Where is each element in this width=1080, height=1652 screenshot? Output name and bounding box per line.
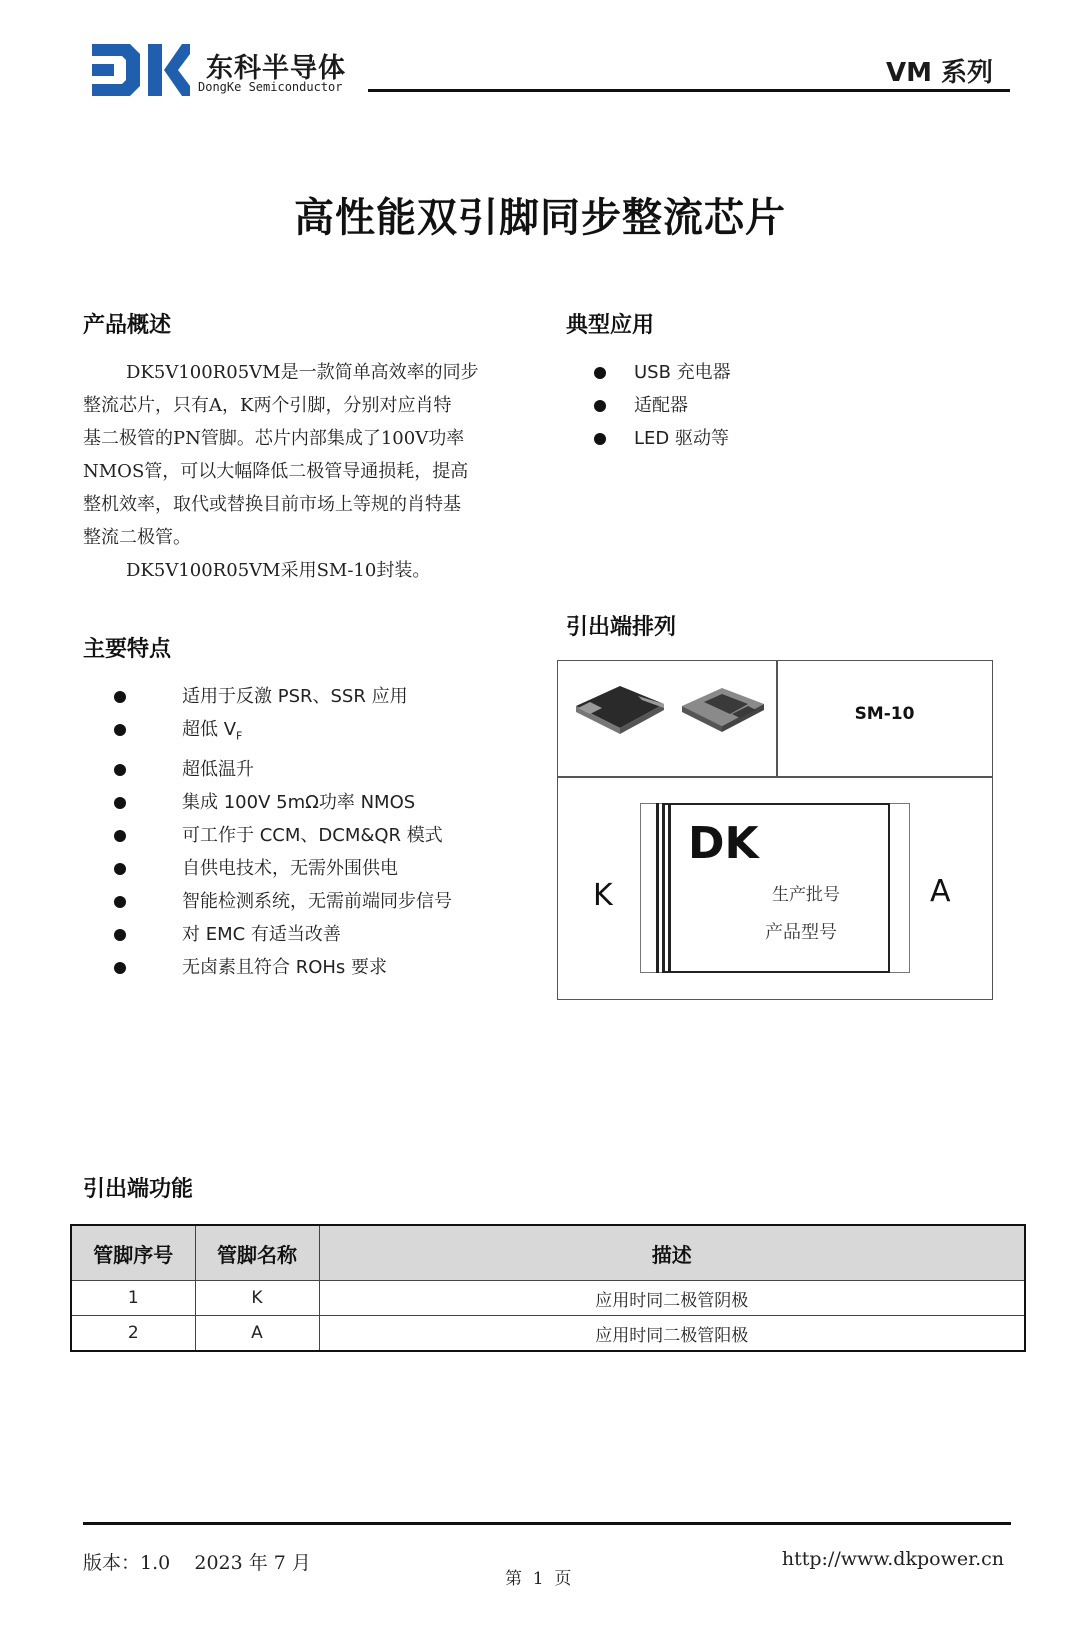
table-cell: A (195, 1316, 319, 1352)
pinout-divider-horizontal (557, 776, 993, 778)
overview-heading: 产品概述 (83, 313, 172, 338)
table-cell: 应用时同二极管阴极 (319, 1281, 1025, 1316)
feature-item: 适用于反激 PSR、SSR 应用 (114, 680, 452, 713)
application-item: USB 充电器 (594, 356, 731, 389)
package-photo (572, 672, 768, 748)
package-name: SM-10 (854, 704, 915, 724)
overview-line: 整流芯片，只有A，K两个引脚，分别对应肖特 (83, 395, 452, 416)
table-row (71, 1281, 1025, 1316)
overview-line: DK5V100R05VM是一款简单高效率的同步 (126, 362, 479, 383)
table-cell: 2 (71, 1316, 195, 1352)
features-heading: 主要特点 (83, 637, 172, 662)
cathode-band (656, 803, 659, 973)
table-cell: 1 (71, 1281, 195, 1316)
table-cell: 应用时同二极管阳极 (319, 1316, 1025, 1352)
cathode-band (668, 803, 671, 973)
pinout-heading: 引出端排列 (566, 615, 677, 640)
chip-model-label: 产品型号 (765, 922, 837, 943)
application-item: 适配器 (594, 389, 731, 422)
feature-item (114, 713, 452, 753)
pin-functions-heading: 引出端功能 (83, 1177, 194, 1202)
features-list (114, 680, 452, 984)
dk-logo-mark (92, 44, 190, 96)
overview-package-line: DK5V100R05VM采用SM-10封装。 (126, 560, 431, 581)
overview-paragraph (83, 356, 533, 587)
footer-page-number: 第 1 页 (505, 1569, 572, 1589)
package-photo-top (576, 686, 664, 734)
column-header: 描述 (319, 1225, 1025, 1281)
feature-item: 集成 100V 5mΩ功率 NMOS (114, 786, 452, 819)
feature-item: 无卤素且符合 ROHs 要求 (114, 951, 452, 984)
column-header: 管脚名称 (195, 1225, 319, 1281)
footer-url[interactable]: http://www.dkpower.cn (781, 1548, 1004, 1570)
application-item: LED 驱动等 (594, 422, 731, 455)
overview-line: 整流二极管。 (83, 527, 191, 548)
vf-subscript: F (236, 729, 243, 743)
company-name-en: DongKe Semiconductor (198, 80, 343, 94)
pin-label-a: A (930, 874, 951, 909)
overview-line: NMOS管，可以大幅降低二极管导通损耗，提高 (83, 461, 469, 482)
footer-rule (83, 1522, 1011, 1525)
header-rule (368, 89, 1010, 92)
feature-item: 可工作于 CCM、DCM&QR 模式 (114, 819, 452, 852)
chip-marking: DK (688, 818, 759, 869)
feature-item: 智能检测系统，无需前端同步信号 (114, 885, 452, 918)
cathode-band (662, 803, 665, 973)
applications-heading: 典型应用 (566, 313, 655, 338)
table-cell: K (195, 1281, 319, 1316)
feature-item: 对 EMC 有适当改善 (114, 918, 452, 951)
overview-line: 基二极管的PN管脚。芯片内部集成了100V功率 (83, 428, 465, 449)
footer-version: 版本：1.0 2023 年 7 月 (83, 1552, 311, 1574)
pin-functions-table (70, 1224, 1026, 1352)
pin-label-k: K (593, 878, 613, 913)
table-header-row (71, 1225, 1025, 1281)
company-name-cn: 东科半导体 (206, 53, 346, 84)
column-header: 管脚序号 (71, 1225, 195, 1281)
document-title: 高性能双引脚同步整流芯片 (294, 195, 786, 241)
feature-vf-text: 超低 V (182, 719, 237, 740)
feature-item: 超低温升 (114, 753, 452, 786)
overview-line: 整机效率，取代或替换目前市场上等规的肖特基 (83, 494, 461, 515)
table-row (71, 1316, 1025, 1352)
applications-list (594, 356, 731, 455)
chip-batch-label: 生产批号 (772, 885, 840, 905)
series-label: VM 系列 (886, 58, 994, 88)
feature-item: 自供电技术，无需外围供电 (114, 852, 452, 885)
package-photo-bottom (682, 688, 764, 732)
